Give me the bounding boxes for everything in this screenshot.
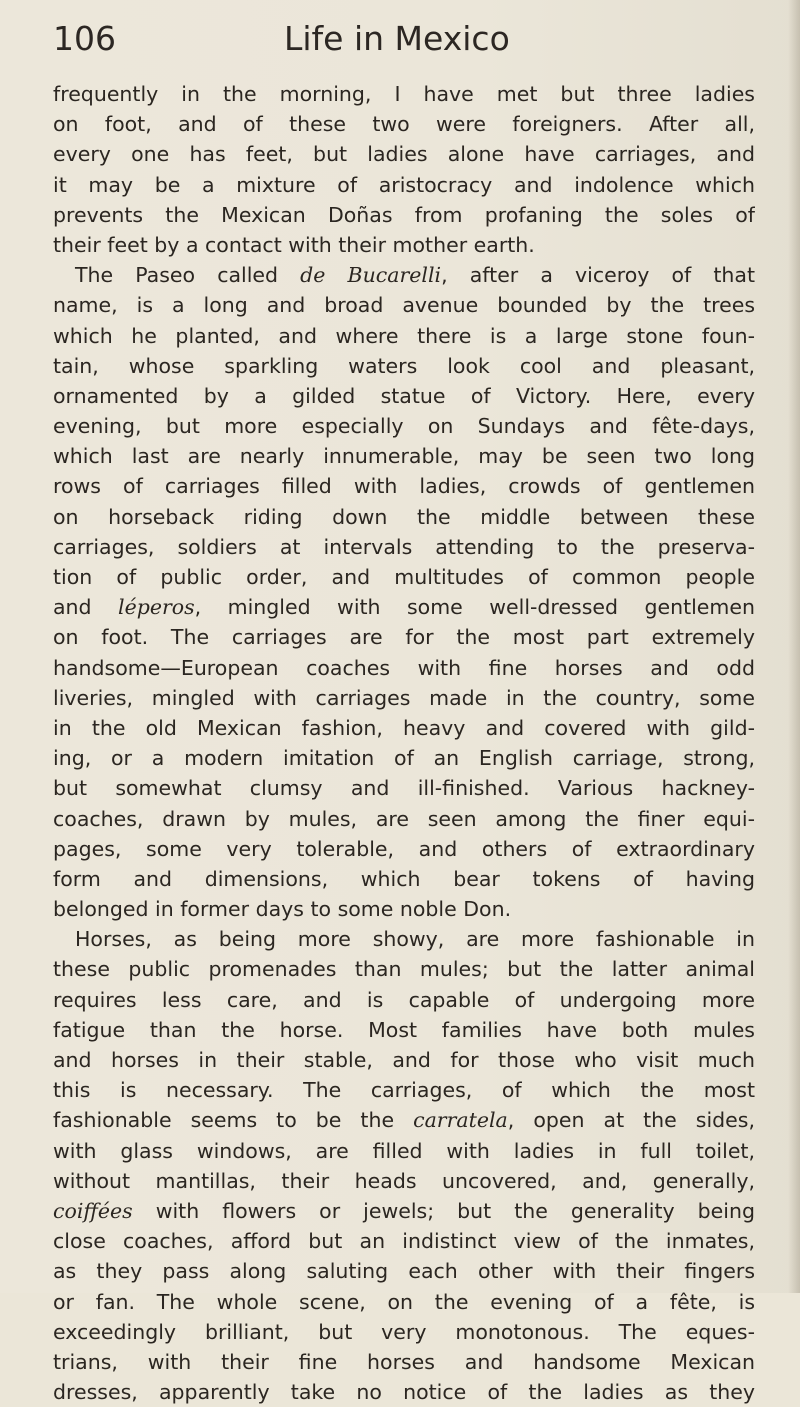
text-line: prevents the Mexican Doñas from profaning the soles of bbox=[53, 202, 755, 227]
text-line: or fan. The whole scene, on the evening of a fête, is bbox=[53, 1289, 755, 1314]
text-line: form and dimensions, which bear tokens of having bbox=[53, 866, 755, 891]
text-line: every one has feet, but ladies alone have carriages, and bbox=[53, 142, 755, 167]
text-line: their feet by a contact with their mother earth. bbox=[53, 232, 535, 257]
text-line: evening, but more especially on Sundays and fête-days, bbox=[53, 414, 755, 439]
text-line: trians, with their fine horses and handsome Mexican bbox=[53, 1349, 755, 1374]
text-line: tion of public order, and multitudes of common people bbox=[53, 565, 755, 589]
text-line: without mantillas, their heads uncovered, and, generally, bbox=[53, 1168, 755, 1193]
text-line: it may be a mixture of aristocracy and indolence which bbox=[53, 172, 755, 197]
text-line: ing, or a modern imitation of an English carriage, strong, bbox=[53, 746, 755, 771]
text-line: with glass windows, are filled with ladies in full toilet, bbox=[53, 1138, 755, 1163]
text-run: , mingled with some well-dressed gentlemen bbox=[194, 595, 755, 620]
text-line: this is necessary. The carriages, of which the most bbox=[53, 1078, 755, 1103]
text-line: handsome—European coaches with fine horses and odd bbox=[53, 655, 755, 680]
text-line: frequently in the morning, I have met but three ladies bbox=[53, 82, 755, 106]
text-line bbox=[53, 1196, 755, 1226]
text-line bbox=[53, 592, 755, 622]
text-line: close coaches, afford but an indistinct view of the inmates, bbox=[53, 1229, 755, 1254]
text-line: dresses, apparently take no notice of the ladies as they bbox=[53, 1380, 755, 1405]
text-line: which last are nearly innumerable, may be seen two long bbox=[53, 444, 755, 469]
text-line: pages, some very tolerable, and others of extraordinary bbox=[53, 836, 755, 861]
body-text bbox=[53, 79, 755, 1407]
page-title: Life in Mexico bbox=[284, 19, 510, 58]
text-run: with flowers or jewels; but the generality being bbox=[132, 1198, 755, 1223]
text-line: Horses, as being more showy, are more fashionable in bbox=[75, 927, 755, 952]
text-line: coaches, drawn by mules, are seen among the finer equi- bbox=[53, 806, 755, 831]
text-line: which he planted, and where there is a large stone foun- bbox=[53, 323, 755, 348]
text-run: and bbox=[53, 595, 119, 620]
text-run: fashionable seems to be the bbox=[53, 1108, 414, 1133]
text-run: , after a viceroy of that bbox=[441, 263, 755, 288]
italic-text: carratela bbox=[413, 1108, 508, 1133]
text-line: on horseback riding down the middle between these bbox=[53, 504, 755, 529]
text-line: exceedingly brilliant, but very monotonous. The eques- bbox=[53, 1319, 755, 1344]
running-head bbox=[53, 18, 753, 64]
italic-text: coiffées bbox=[53, 1198, 133, 1223]
text-line: and horses in their stable, and for those who visit much bbox=[53, 1048, 755, 1072]
text-run: , open at the sides, bbox=[507, 1108, 755, 1133]
text-line: as they pass along saluting each other with their fingers bbox=[53, 1259, 755, 1284]
text-line: on foot, and of these two were foreigners. After all, bbox=[53, 112, 755, 137]
italic-text: léperos bbox=[118, 595, 195, 620]
text-line: belonged in former days to some noble Don. bbox=[53, 897, 512, 922]
text-line: these public promenades than mules; but the latter animal bbox=[53, 957, 755, 982]
italic-text: de Bucarelli bbox=[300, 263, 442, 288]
page-edge-shadow bbox=[788, 0, 800, 1293]
text-run: The Paseo called bbox=[75, 263, 301, 288]
text-line: name, is a long and broad avenue bounded by the trees bbox=[53, 293, 755, 318]
page-number: 106 bbox=[53, 19, 116, 58]
text-line bbox=[53, 1105, 755, 1135]
text-line bbox=[53, 260, 755, 290]
text-line: requires less care, and is capable of undergoing more bbox=[53, 987, 755, 1012]
text-line: on foot. The carriages are for the most part extremely bbox=[53, 625, 755, 650]
text-line: fatigue than the horse. Most families have both mules bbox=[53, 1017, 755, 1042]
text-line: tain, whose sparkling waters look cool and pleasant, bbox=[53, 353, 755, 378]
text-line: rows of carriages filled with ladies, crowds of gentlemen bbox=[53, 474, 755, 499]
text-line: in the old Mexican fashion, heavy and covered with gild- bbox=[53, 715, 755, 740]
text-line: liveries, mingled with carriages made in the country, some bbox=[53, 685, 755, 710]
text-line: ornamented by a gilded statue of Victory. Here, every bbox=[53, 383, 755, 408]
text-line: but somewhat clumsy and ill-finished. Various hackney- bbox=[53, 776, 755, 801]
text-line: carriages, soldiers at intervals attending to the preserva- bbox=[53, 534, 755, 559]
